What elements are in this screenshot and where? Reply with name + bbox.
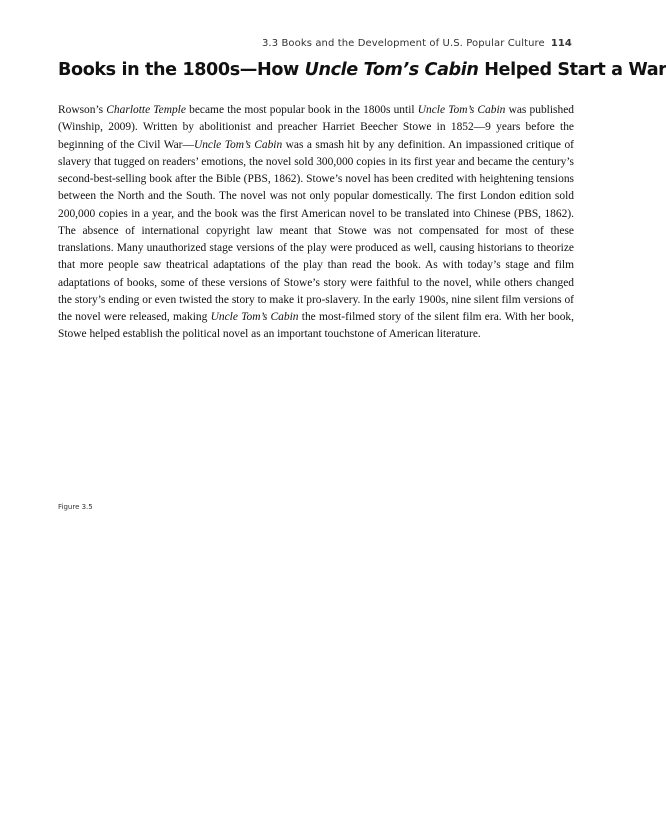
book-title-uncle-toms-cabin: Uncle Tom’s Cabin xyxy=(193,138,283,151)
book-title-uncle-toms-cabin: Uncle Tom’s Cabin xyxy=(210,311,299,323)
body-text-2: became the most popular book in the 1800s until xyxy=(185,104,418,116)
book-title-uncle-toms-cabin: Uncle Tom’s Cabin xyxy=(417,104,506,116)
section-title xyxy=(58,60,666,80)
body-text-1: Rowson’s xyxy=(58,104,107,116)
title-suffix: Helped Start a War xyxy=(478,60,666,80)
book-title-charlotte-temple: Charlotte Temple xyxy=(106,104,186,116)
body-text-5: the most-filmed story of the silent film era. With her book, Stowe helped establish the political novel as an important touchstone of American literature. xyxy=(58,311,574,341)
body-text-4: was a smash hit by any definition. An impassioned critique of slavery that tugged on readers’ emotions, the novel sold 300,000 copies in its first year and became the century’s second-best-selling book after the Bible (PBS, 1862). Stowe’s novel has been credited with heightening tensions between the North and the South. The novel was not only popular domestically. The first London edition sold 200,000 copies in a year, and the book was the first American novel to be translated into Chinese (PBS, 1862). The absence of international copyright law meant that Stowe was not compensated for most of these translations. Many unauthorized stage versions of the play were produced as well, causing historians to theorize that more people saw theatrical adaptations of the play than read the book. As with today’s stage and film adaptations of books, some of these versions of Stowe’s story were faithful to the novel, while others changed the story’s ending or even twisted the story to make it pro-slavery. In the early 1900s, nine silent film versions of the novel were released, making xyxy=(58,138,574,323)
title-book-name: Uncle Tom’s Cabin xyxy=(304,60,479,80)
running-header xyxy=(262,38,572,49)
title-prefix: Books in the 1800s—How xyxy=(58,60,305,80)
body-paragraph xyxy=(58,102,574,344)
section-name: 3.3 Books and the Development of U.S. Popular Culture xyxy=(261,38,545,49)
figure-caption: Figure 3.5 xyxy=(58,503,93,511)
body-text-3: was published (Winship, 2009). Written by abolitionist and preacher Harriet Beecher Stowe in 1852—9 years before the beginning of the Civil War— xyxy=(58,104,575,151)
page-number: 114 xyxy=(550,38,572,49)
